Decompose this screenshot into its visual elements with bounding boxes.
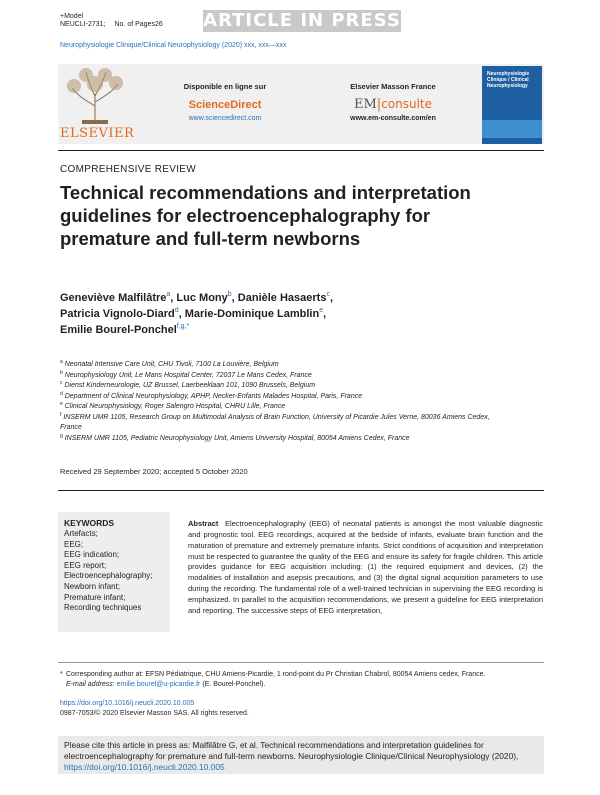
em-consulte-block (318, 82, 468, 122)
section-divider (58, 490, 544, 491)
keyword-item: Recording techniques (64, 603, 142, 613)
citation-doi-link[interactable]: https://doi.org/10.1016/j.neucli.2020.10.005 (64, 762, 225, 772)
keyword-item: EEG report; (64, 560, 107, 570)
author-affil-mark[interactable]: b (227, 291, 232, 298)
sciencedirect-logo[interactable]: ScienceDirect (188, 99, 262, 111)
keywords-heading: KEYWORDS (64, 518, 115, 528)
affiliation-list (60, 360, 500, 444)
header-divider (58, 150, 544, 151)
issn-copyright: 0987-7053/© 2020 Elsevier Masson SAS. All rights reserved. (60, 710, 249, 717)
affiliation-item: $^b$ Neurophysiology Unit, Le Mans Hospital Center, 72037 Le Mans Cedex, France (60, 369, 312, 379)
abstract-body (188, 519, 543, 617)
cover-title: Neurophysiologie Clinique / Clinical Neurophysiology (487, 71, 530, 89)
keyword-item: Premature infant; (64, 592, 126, 602)
author-affil-mark[interactable]: a (166, 291, 171, 298)
em-consulte-logo[interactable]: EM|consulte (353, 97, 433, 112)
affiliation-item: $^c$ Dienst Kinderneurologie, UZ Brussel, Laerbeeklaan 101, 1090 Brussels, Belgium (60, 380, 316, 389)
abstract-label: Abstract (188, 519, 219, 528)
corresponding-author-footnote (60, 670, 540, 690)
keyword-item: Electroencephalography; (64, 571, 153, 581)
author-name[interactable]: Luc Mony (176, 292, 228, 304)
article-meta (60, 21, 170, 29)
affiliation-item: $^d$ Department of Clinical Neurophysiology, APHP, Necker-Enfants Malades Hospital, Paris, France (60, 390, 363, 400)
available-online-label: Disponible en ligne sur (183, 82, 267, 91)
author-affil-mark[interactable]: f,g,* (176, 323, 190, 330)
publisher-france-label: Elsevier Masson France (350, 82, 436, 91)
citation-text: Please cite this article in press as: Malfilâtre G, et al. Technical recommendations and interpretation guidelines for electroencephalography for premature and full-term newborns. Neurophysiologie Clinique/Clinical Neurophysiology (2020), (64, 740, 519, 761)
citation-box (58, 736, 544, 774)
affiliation-item: $^a$ Neonatal Intensive Care Unit, CHU Tivoli, 7100 La Louvière, Belgium (60, 359, 279, 368)
keyword-item: Newborn infant; (64, 581, 121, 591)
doi-link[interactable]: https://doi.org/10.1016/j.neucli.2020.10.005 (60, 700, 195, 707)
corresponding-author-text: Corresponding author at: EFSN Pédiatrique, CHU Amiens-Picardie, 1 rond-point du Pr Christian Chabrol, 80054 Amiens cedex, France. (66, 671, 486, 678)
author-name[interactable]: Patricia Vignolo-Diard (60, 308, 175, 320)
sciencedirect-link[interactable]: www.sciencedirect.com (188, 115, 262, 122)
affiliation-item: $^e$ Clinical Neurophysiology, Roger Salengro Hospital, CHRU Lille, France (60, 401, 286, 410)
author-name[interactable]: Marie-Dominique Lamblin (184, 308, 320, 320)
author-affil-mark[interactable]: e (319, 307, 324, 314)
model-label: +Model (60, 13, 84, 20)
em-consulte-link[interactable]: www.em-consulte.com/en (350, 115, 436, 122)
author-name[interactable]: Emilie Bourel-Ponchel (60, 324, 177, 336)
keyword-item: Artefacts; (64, 529, 98, 538)
article-title: Technical recommendations and interpretation guidelines for electroencephalography for premature and full-term newborns (60, 182, 471, 249)
footnote-star: * (60, 671, 63, 678)
footnote-divider (58, 662, 544, 663)
keyword-item: EEG; (64, 539, 84, 549)
affiliation-item: $^g$ INSERM UMR 1105, Pediatric Neurophysiology Unit, Amiens University Hospital, 80054 Amiens Cedex, France (60, 432, 410, 442)
article-category: COMPREHENSIVE REVIEW (60, 164, 197, 175)
author-list: Geneviève Malfilâtre$^a$, Luc Mony$^b$, Danièle Hasaerts$^c$, Patricia Vignolo-Diard$^d$, Marie-Dominique Lamblin$^e$, Emilie Bourel-Ponchel$^{f,g,*}$ (60, 291, 334, 336)
keywords-box (58, 512, 170, 632)
keyword-item: EEG indication; (64, 550, 120, 560)
author-name[interactable]: Geneviève Malfilâtre (60, 292, 167, 304)
author-affil-mark[interactable]: d (174, 307, 179, 314)
journal-citation-link[interactable]: Neurophysiologie Clinique/Clinical Neurophysiology (2020) xxx, xxx—xxx (60, 42, 287, 49)
page-count: No. of Pages26 (114, 21, 163, 28)
author-affil-mark[interactable]: c (326, 291, 330, 298)
article-id: NEUCLI-2731; (60, 21, 106, 28)
abstract-text: Electroencephalography (EEG) of neonatal patients is amongst the most valuable diagnostic and prognostic tool. EEG recordings, acquired at the bedside of infants, evaluate brain function and the maturation of premature and extremely premature infants. Strict conditions of acquisition and interpretation must be respected to guarantee the quality of the EEG and ensure its safety for fragile children. This article provides guidance for EEG acquisition including: (1) the required equipment and devices, (2) the modalities of installation and asepsis precautions, and (3) the digital signal acquisition parameters to use during the recording. The fundamental role of a well-trained technician in supervising the EEG recording is emphasized. In parallel to the acquisition recommendations, we present a guideline for EEG interpretation and reporting. The successive steps of EEG interpretation, (188, 519, 543, 615)
cover-stripe (482, 120, 542, 138)
sciencedirect-block (150, 82, 300, 122)
elsevier-logo-text[interactable]: ELSEVIER (60, 126, 135, 141)
email-owner: (E. Bourel-Ponchel). (202, 681, 266, 688)
article-in-press-banner: ARTICLE IN PRESS (203, 10, 401, 31)
journal-cover-thumbnail (482, 66, 542, 144)
email-label: E-mail address: (66, 681, 115, 688)
email-link[interactable]: emilie.bourel@u-picardie.fr (116, 681, 201, 688)
received-dates: Received 29 September 2020; accepted 5 October 2020 (60, 467, 248, 476)
author-name[interactable]: Danièle Hasaerts (237, 292, 327, 304)
affiliation-item: $^f$ INSERM UMR 1105, Research Group on Multimodal Analysis of Brain Function, University of Picardie Jules Verne, 80036 Amiens Cedex, France (60, 411, 490, 431)
